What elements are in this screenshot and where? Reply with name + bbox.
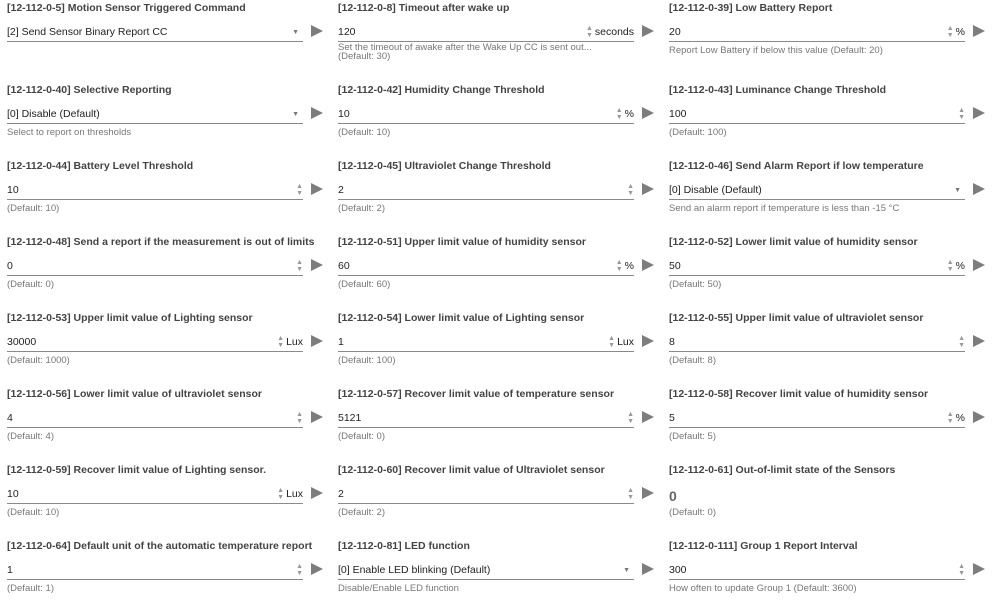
setting-title: [12-112-0-53] Upper limit value of Lighting sensor (7, 312, 253, 324)
setting-input-value[interactable]: 10 (7, 488, 19, 500)
setting-help: (Default: 10) (7, 507, 60, 518)
send-icon[interactable] (642, 335, 654, 347)
spinner-updown-icon[interactable]: ▲ ▼ (585, 25, 593, 39)
setting-select[interactable] (338, 561, 634, 580)
setting-help: (Default: 100) (669, 127, 727, 138)
setting-number-input[interactable] (669, 409, 965, 428)
send-icon[interactable] (973, 563, 985, 575)
setting-help: (Default: 1000) (7, 355, 70, 366)
send-icon[interactable] (311, 259, 323, 271)
setting-unit: Lux (286, 336, 303, 348)
setting-title: [12-112-0-81] LED function (338, 540, 470, 552)
setting-input-value[interactable]: 50 (669, 260, 681, 272)
setting-number-input[interactable] (338, 181, 634, 200)
setting-select-value: [0] Disable (Default) (7, 108, 100, 120)
setting-number-input[interactable] (7, 561, 303, 580)
setting-number-input[interactable] (338, 23, 634, 42)
spinner-updown-icon[interactable]: ▲ ▼ (296, 183, 303, 197)
setting-number-input[interactable] (7, 333, 303, 352)
send-icon[interactable] (311, 487, 323, 499)
setting-number-input[interactable] (338, 257, 634, 276)
spinner-updown-icon[interactable]: ▲ ▼ (958, 563, 965, 577)
send-icon[interactable] (642, 411, 654, 423)
setting-help: (Default: 0) (669, 507, 716, 518)
setting-help: Report Low Battery if below this value (Default: 20) (669, 45, 883, 56)
setting-select-value: [0] Disable (Default) (669, 184, 762, 196)
setting-help: (Default: 0) (7, 279, 54, 290)
setting-help: (Default: 4) (7, 431, 54, 442)
send-icon[interactable] (311, 563, 323, 575)
setting-input-value[interactable]: 10 (338, 108, 350, 120)
setting-title: [12-112-0-64] Default unit of the automatic temperature report (7, 540, 313, 552)
setting-title: [12-112-0-55] Upper limit value of ultraviolet sensor (669, 312, 924, 324)
setting-input-value[interactable]: 10 (7, 184, 19, 196)
setting-help: (Default: 50) (669, 279, 722, 290)
setting-select-value: [0] Enable LED blinking (Default) (338, 564, 491, 576)
setting-input-value[interactable]: 1 (7, 564, 13, 576)
setting-input-value[interactable]: 30000 (7, 336, 37, 348)
spinner-updown-icon[interactable]: ▲ ▼ (958, 335, 965, 349)
spinner-updown-icon[interactable]: ▲ ▼ (958, 107, 965, 121)
setting-help: Send an alarm report if temperature is less than -15 °C (669, 203, 900, 214)
setting-title: [12-112-0-56] Lower limit value of ultraviolet sensor (7, 388, 262, 400)
setting-title: [12-112-0-44] Battery Level Threshold (7, 160, 194, 172)
spinner-updown-icon[interactable]: ▲ ▼ (296, 259, 303, 273)
spinner-updown-icon[interactable]: ▲ ▼ (627, 411, 634, 425)
setting-number-input[interactable] (669, 105, 965, 124)
spinner-updown-icon[interactable]: ▲ ▼ (946, 259, 954, 273)
setting-title: [12-112-0-43] Luminance Change Threshold (669, 84, 887, 96)
spinner-updown-icon[interactable]: ▲ ▼ (627, 183, 634, 197)
setting-input-value[interactable]: 1 (338, 336, 344, 348)
setting-help: (Default: 1) (7, 583, 54, 594)
setting-title: [12-112-0-46] Send Alarm Report if low temperature (669, 160, 924, 172)
setting-help: How often to update Group 1 (Default: 3600) (669, 583, 857, 594)
setting-help: Select to report on thresholds (7, 127, 132, 138)
setting-select-value: [2] Send Sensor Binary Report CC (7, 26, 168, 38)
setting-input-value[interactable]: 300 (669, 564, 687, 576)
setting-unit: Lux (286, 488, 303, 500)
spinner-updown-icon[interactable]: ▲ ▼ (946, 411, 954, 425)
setting-input-value[interactable]: 8 (669, 336, 675, 348)
setting-help: (Default: 10) (7, 203, 60, 214)
setting-title: [12-112-0-45] Ultraviolet Change Threshold (338, 160, 551, 172)
setting-title: [12-112-0-48] Send a report if the measurement is out of limits (7, 236, 315, 248)
spinner-updown-icon[interactable]: ▲ ▼ (615, 259, 623, 273)
dropdown-caret-icon[interactable]: ▼ (292, 110, 299, 118)
setting-title: [12-112-0-51] Upper limit value of humidity sensor (338, 236, 586, 248)
setting-number-input[interactable] (669, 257, 965, 276)
setting-input-value[interactable]: 4 (7, 412, 13, 424)
send-icon[interactable] (311, 411, 323, 423)
send-icon[interactable] (311, 183, 323, 195)
send-icon[interactable] (642, 487, 654, 499)
setting-number-input[interactable] (338, 333, 634, 352)
setting-unit: seconds (594, 26, 634, 38)
setting-input-value[interactable]: 120 (338, 26, 356, 38)
send-icon[interactable] (642, 183, 654, 195)
setting-input-value[interactable]: 60 (338, 260, 350, 272)
send-icon[interactable] (973, 25, 985, 37)
dropdown-caret-icon[interactable]: ▼ (623, 566, 630, 574)
setting-input-value[interactable]: 20 (669, 26, 681, 38)
spinner-updown-icon[interactable]: ▲ ▼ (277, 487, 285, 501)
setting-help-line: Set the timeout of awake after the Wake Up CC is sent out... (338, 42, 592, 53)
send-icon[interactable] (973, 107, 985, 119)
setting-help (338, 43, 592, 61)
setting-unit: % (955, 26, 965, 38)
setting-number-input[interactable] (669, 333, 965, 352)
send-icon[interactable] (973, 183, 985, 195)
setting-title: [12-112-0-5] Motion Sensor Triggered Command (7, 2, 246, 14)
setting-number-input[interactable] (338, 409, 634, 428)
setting-title: [12-112-0-58] Recover limit value of humidity sensor (669, 388, 929, 400)
send-icon[interactable] (973, 335, 985, 347)
setting-number-input[interactable] (669, 561, 965, 580)
setting-number-input[interactable] (338, 105, 634, 124)
send-icon[interactable] (642, 259, 654, 271)
send-icon[interactable] (642, 563, 654, 575)
setting-help: (Default: 100) (338, 355, 396, 366)
setting-title: [12-112-0-42] Humidity Change Threshold (338, 84, 545, 96)
send-icon[interactable] (311, 335, 323, 347)
setting-title: [12-112-0-111] Group 1 Report Interval (669, 540, 858, 552)
setting-title: [12-112-0-59] Recover limit value of Lighting sensor. (7, 464, 267, 476)
send-icon[interactable] (973, 259, 985, 271)
setting-title: [12-112-0-40] Selective Reporting (7, 84, 172, 96)
send-icon[interactable] (973, 411, 985, 423)
dropdown-caret-icon[interactable]: ▼ (954, 186, 961, 194)
setting-title: [12-112-0-57] Recover limit value of temperature sensor (338, 388, 615, 400)
send-icon[interactable] (311, 25, 323, 37)
spinner-updown-icon[interactable]: ▲ ▼ (296, 563, 303, 577)
setting-help: (Default: 8) (669, 355, 716, 366)
setting-title: [12-112-0-61] Out-of-limit state of the Sensors (669, 464, 896, 476)
setting-unit: % (955, 260, 965, 272)
setting-input-value[interactable]: 2 (338, 488, 344, 500)
setting-help: (Default: 2) (338, 203, 385, 214)
setting-help: (Default: 5) (669, 431, 716, 442)
setting-select[interactable] (669, 181, 965, 200)
send-icon[interactable] (642, 25, 654, 37)
send-icon[interactable] (311, 107, 323, 119)
spinner-updown-icon[interactable]: ▲ ▼ (946, 25, 954, 39)
setting-input-value[interactable]: 0 (7, 260, 13, 272)
setting-number-input[interactable] (338, 485, 634, 504)
setting-select[interactable] (7, 23, 303, 42)
setting-help: (Default: 60) (338, 279, 391, 290)
setting-number-input[interactable] (7, 485, 303, 504)
spinner-updown-icon[interactable]: ▲ ▼ (627, 487, 634, 501)
dropdown-caret-icon[interactable]: ▼ (292, 28, 299, 36)
spinner-updown-icon[interactable]: ▲ ▼ (296, 411, 303, 425)
setting-select[interactable] (7, 105, 303, 124)
setting-unit: Lux (617, 336, 634, 348)
setting-help: (Default: 10) (338, 127, 391, 138)
setting-unit: % (624, 260, 634, 272)
setting-unit: % (955, 412, 965, 424)
setting-title: [12-112-0-54] Lower limit value of Lighting sensor (338, 312, 585, 324)
spinner-updown-icon[interactable]: ▲ ▼ (608, 335, 616, 349)
setting-help: Disable/Enable LED function (338, 583, 459, 594)
setting-input-value[interactable]: 5 (669, 412, 675, 424)
setting-input-value[interactable]: 5121 (338, 412, 362, 424)
setting-title: [12-112-0-8] Timeout after wake up (338, 2, 510, 14)
setting-input-value[interactable]: 2 (338, 184, 344, 196)
spinner-updown-icon[interactable]: ▲ ▼ (277, 335, 285, 349)
setting-title: [12-112-0-52] Lower limit value of humidity sensor (669, 236, 918, 248)
setting-input-value[interactable]: 100 (669, 108, 687, 120)
setting-number-input[interactable] (669, 23, 965, 42)
setting-number-input[interactable] (7, 257, 303, 276)
setting-number-input[interactable] (7, 409, 303, 428)
setting-help: (Default: 0) (338, 431, 385, 442)
setting-readonly-value: 0 (669, 488, 677, 504)
setting-title: [12-112-0-39] Low Battery Report (669, 2, 833, 14)
send-icon[interactable] (642, 107, 654, 119)
setting-unit: % (624, 108, 634, 120)
setting-help: (Default: 2) (338, 507, 385, 518)
setting-title: [12-112-0-60] Recover limit value of Ultraviolet sensor (338, 464, 605, 476)
setting-number-input[interactable] (7, 181, 303, 200)
setting-help-default: (Default: 30) (338, 51, 391, 62)
spinner-updown-icon[interactable]: ▲ ▼ (615, 107, 623, 121)
